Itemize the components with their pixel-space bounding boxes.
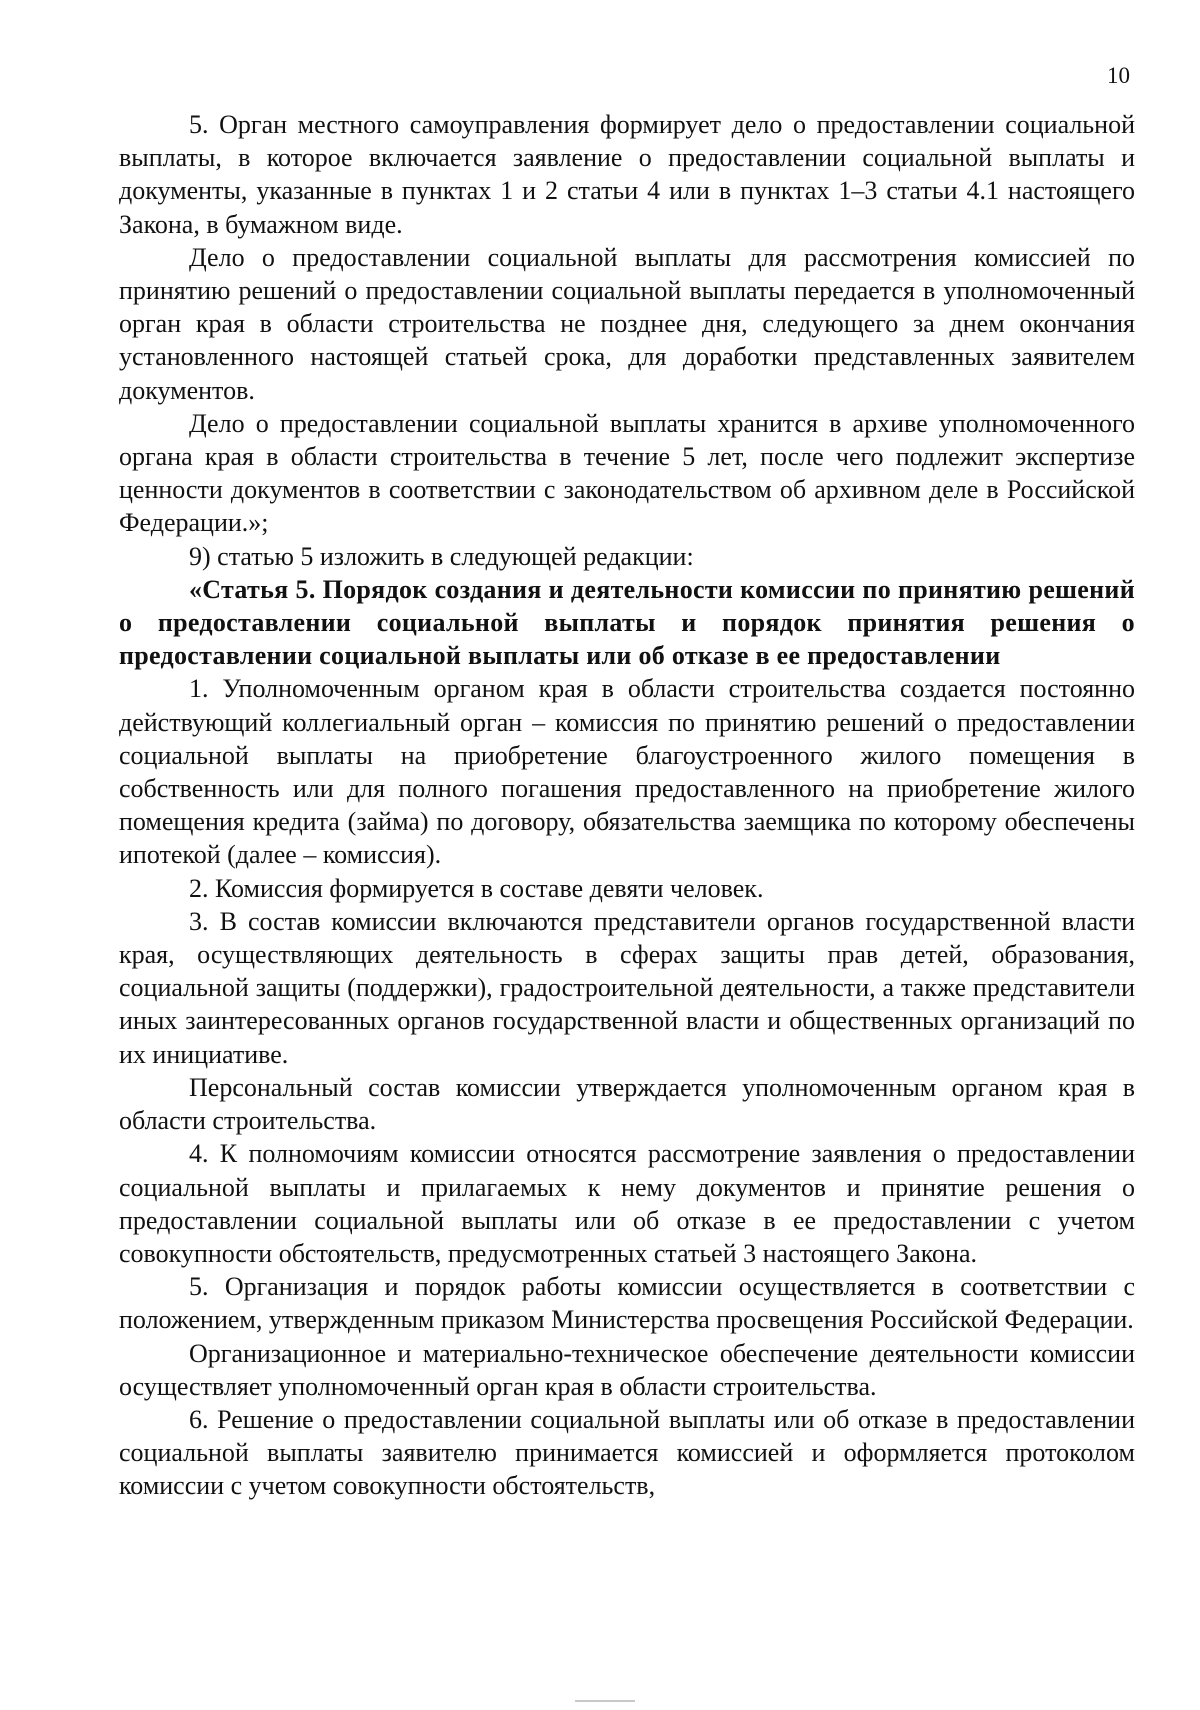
paragraph-clause-3: 3. В состав комиссии включаются представители органов государственной власти края, осуществляющих деятельность в сферах защиты прав детей, образования, социальной защиты (поддержки), градостроительной деятельности, а также представители иных заинтересованных органов государственной власти и общественных организаций по их инициативе. [119, 906, 1135, 1069]
page-number: 10 [1107, 63, 1130, 88]
article-5-heading: «Статья 5. Порядок создания и деятельности комиссии по принятию решений о предоставлении социальной выплаты и порядок принятия решения о предоставлении социальной выплаты или об отказе в ее предоставлении [119, 574, 1135, 671]
paragraph-organizational-support: Организационное и материально-техническое обеспечение деятельности комиссии осуществляет уполномоченный орган края в области строительства. [119, 1338, 1135, 1401]
paragraph-clause-6: 6. Решение о предоставлении социальной выплаты или об отказе в предоставлении социальной выплаты заявителю принимается комиссией и оформляется протоколом комиссии с учетом совокупности обстоятельств, [119, 1404, 1135, 1501]
scan-artifact-mark [575, 1700, 635, 1702]
paragraph-amendment-item-9: 9) статью 5 изложить в следующей редакции: [189, 541, 694, 571]
paragraph-clause-5: 5. Организация и порядок работы комиссии осуществляется в соответствии с положением, утвержденным приказом Министерства просвещения Российской Федерации. [119, 1272, 1135, 1335]
paragraph-clause-2: 2. Комиссия формируется в составе девяти человек. [189, 873, 764, 903]
paragraph-case-file-formation: 5. Орган местного самоуправления формирует дело о предоставлении социальной выплаты, в которое включается заявление о предоставлении социальной выплаты и документы, указанные в пунктах 1 и 2 статьи 4 или в пунктах 1–3 статьи 4.1 настоящего Закона, в бумажном виде. [119, 110, 1135, 239]
paragraph-clause-4: 4. К полномочиям комиссии относятся рассмотрение заявления о предоставлении социальной выплаты и прилагаемых к нему документов и принятие решения о предоставлении социальной выплаты или об отказе в ее предоставлении с учетом совокупности обстоятельств, предусмотренных статьей 3 настоящего Закона. [119, 1139, 1135, 1268]
paragraph-clause-1: 1. Уполномоченным органом края в области строительства создается постоянно действующий коллегиальный орган – комиссия по принятию решений о предоставлении социальной выплаты на приобретение благоустроенного жилого помещения в собственность или для полного погашения предоставленного на приобретение жилого помещения кредита (займа) по договору, обязательства заемщика по которому обеспечены ипотекой (далее – комиссия). [119, 674, 1135, 870]
paragraph-case-storage: Дело о предоставлении социальной выплаты хранится в архиве уполномоченного органа края в области строительства в течение 5 лет, после чего подлежит экспертизе ценности документов в соответствии с законодательством об архивном деле в Российской Федерации.»; [119, 408, 1135, 538]
paragraph-personal-composition: Персональный состав комиссии утверждается уполномоченным органом края в области строительства. [119, 1072, 1135, 1136]
document-body [119, 108, 1135, 1503]
paragraph-case-transfer: Дело о предоставлении социальной выплаты для рассмотрения комиссией по принятию решений о предоставлении социальной выплаты передается в уполномоченный орган края в области строительства не позднее дня, следующего за днем окончания установленного настоящей статьей срока, для доработки представленных заявителем документов. [119, 242, 1135, 405]
